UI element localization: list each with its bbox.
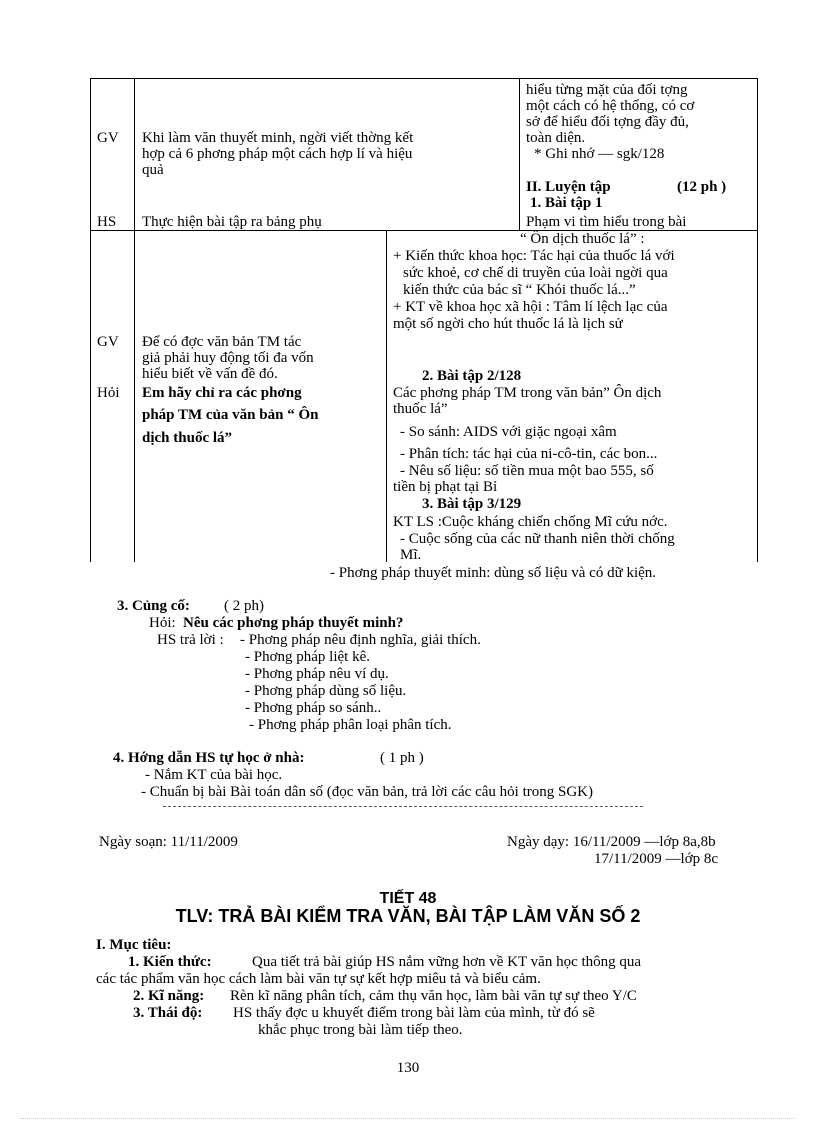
- cung-co-answer-5: - Phơng pháp so sánh..: [245, 700, 382, 716]
- row2-role-gv: GV: [97, 334, 119, 350]
- row2-question-line-1: Em hãy chỉ ra các phơng: [142, 385, 302, 401]
- cung-co-time: ( 2 ph): [224, 598, 264, 614]
- kien-thuc-text-2: các tác phẩm văn học cách làm bài văn tự sự kết hợp miêu tả và biểu cảm.: [96, 971, 541, 987]
- cung-co-hoi-label: Hỏi:: [149, 615, 176, 631]
- ex3-line-2: - Cuộc sống của các nữ thanh niên thời chống: [400, 531, 675, 547]
- cung-co-answer-2: - Phơng pháp liệt kê.: [245, 649, 370, 665]
- ex2-line-5: - Nêu số liệu: số tiền mua một bao 555, số: [400, 463, 654, 479]
- table-top-border: [90, 78, 758, 79]
- row1-hs-text: Thực hiện bài tập ra bảng phụ: [142, 214, 322, 230]
- cung-co-answer-3: - Phơng pháp nêu ví dụ.: [245, 666, 389, 682]
- row2-right-line-4: kiến thức của bác sĩ “ Khói thuốc lá...”: [403, 282, 636, 298]
- section-title-luyen-tap: II. Luyện tập: [526, 179, 611, 195]
- thai-do-label: 3. Thái độ:: [133, 1005, 203, 1021]
- ex1-title: 1. Bài tập 1: [530, 195, 603, 211]
- muc-tieu-heading: I. Mục tiêu:: [96, 937, 172, 953]
- row2-question-line-2: pháp TM của văn bản “ Ôn: [142, 407, 319, 423]
- thai-do-text: HS thấy đợc u khuyết điểm trong bài làm của mình, từ đó sẽ: [233, 1005, 595, 1021]
- ex3-line-3: Mĩ.: [400, 547, 422, 563]
- row2-gv-line-1: Để có đợc văn bản TM tác: [142, 334, 302, 350]
- ki-nang-text: Rèn kĩ năng phân tích, cảm thụ văn học, làm bài văn tự sự theo Y/C: [230, 988, 637, 1004]
- cung-co-hs-label: HS trả lời :: [157, 632, 224, 648]
- ngay-day-2: 17/11/2009 —lớp 8c: [594, 851, 719, 867]
- table-row-separator: [90, 230, 758, 231]
- row2-right-line-5: + KT về khoa học xã hội : Tâm lí lệch lạc của: [393, 299, 668, 315]
- ex3-line-1: KT LS :Cuộc kháng chiến chống Mĩ cứu nớc.: [393, 514, 668, 530]
- huong-dan-heading: 4. Hớng dẫn HS tự học ở nhà:: [113, 750, 305, 766]
- row2-right-line-3: sức khoẻ, cơ chế di truyền của loài ngời qua: [403, 265, 668, 281]
- row1-right-line-1: hiểu từng mặt của đối tợng: [526, 82, 688, 98]
- ex3-title: 3. Bài tập 3/129: [422, 496, 522, 512]
- cung-co-heading: 3. Củng cố:: [117, 598, 190, 614]
- row1-right-line-5: * Ghi nhớ — sgk/128: [534, 146, 665, 162]
- table-col-divider-1: [134, 78, 135, 562]
- thai-do-text-2: khắc phục trong bài làm tiếp theo.: [258, 1022, 463, 1038]
- row2-question-line-3: dịch thuốc lá”: [142, 430, 233, 446]
- ex2-line-2: thuốc lá”: [393, 401, 448, 417]
- cung-co-answer-1: - Phơng pháp nêu định nghĩa, giải thích.: [240, 632, 481, 648]
- page-number: 130: [396, 1060, 420, 1076]
- row2-role-hoi: Hỏi: [97, 385, 120, 401]
- table-col-divider-2b: [386, 230, 387, 562]
- huong-dan-item-2: - Chuẩn bị bài Bài toán dân số (đọc văn bản, trả lời các câu hỏi trong SGK): [141, 784, 593, 800]
- row1-right-line-4: toàn diện.: [526, 130, 586, 146]
- ex2-line-1: Các phơng pháp TM trong văn bản” Ôn dịch: [393, 385, 662, 401]
- lesson-title: TIẾT 48: [379, 890, 437, 907]
- after-table-line: - Phơng pháp thuyết minh: dùng số liệu và có dữ kiện.: [330, 565, 657, 581]
- ki-nang-label: 2. Kĩ năng:: [133, 988, 205, 1004]
- row1-right-line-3: sở để hiểu đối tợng đầy đủ,: [526, 114, 689, 130]
- row1-role-gv: GV: [97, 130, 119, 146]
- ex2-title: 2. Bài tập 2/128: [422, 368, 522, 384]
- huong-dan-item-1: - Nắm KT của bài học.: [145, 767, 283, 783]
- ex1-text: Phạm vi tìm hiểu trong bài: [526, 214, 687, 230]
- row2-gv-line-3: hiểu biết về vấn đề đó.: [142, 366, 278, 382]
- section-time: (12 ph ): [677, 179, 727, 195]
- cung-co-answer-4: - Phơng pháp dùng số liệu.: [245, 683, 407, 699]
- ngay-day-1: Ngày dạy: 16/11/2009 —lớp 8a,8b: [507, 834, 716, 850]
- ex2-line-3: - So sánh: AIDS với giặc ngoại xâm: [400, 424, 617, 440]
- kien-thuc-label: 1. Kiến thức:: [128, 954, 212, 970]
- cung-co-answer-6: - Phơng pháp phân loại phân tích.: [249, 717, 452, 733]
- row1-gv-line-1: Khi làm văn thuyết minh, ngời viết thờng kết: [142, 130, 414, 146]
- row2-gv-line-2: giả phải huy động tối đa vốn: [142, 350, 314, 366]
- ex2-line-6: tiền bị phạt tại Bỉ: [393, 479, 498, 495]
- footer-rule: [20, 1118, 796, 1119]
- row2-right-line-1: “ Ôn dịch thuốc lá” :: [520, 231, 645, 247]
- row1-role-hs: HS: [97, 214, 117, 230]
- ngay-soan: Ngày soạn: 11/11/2009: [99, 834, 238, 850]
- ex2-line-4: - Phân tích: tác hại của ni-cô-tin, các bon...: [400, 446, 658, 462]
- table-right-border: [757, 78, 758, 562]
- cung-co-hoi-text: Nêu các phơng pháp thuyết minh?: [183, 615, 404, 631]
- separator-dashes: [163, 806, 643, 807]
- huong-dan-time: ( 1 ph ): [380, 750, 424, 766]
- row2-right-line-6: một số ngời cho hút thuốc lá là lịch sử: [393, 316, 623, 332]
- row1-gv-line-2: hợp cả 6 phơng pháp một cách hợp lí và hiệu: [142, 146, 413, 162]
- table-col-divider-2: [519, 78, 520, 230]
- row1-right-line-2: một cách có hệ thống, có cơ: [526, 98, 695, 114]
- table-left-border: [90, 78, 91, 562]
- row2-right-line-2: + Kiến thức khoa học: Tác hại của thuốc lá với: [393, 248, 675, 264]
- kien-thuc-text: Qua tiết trả bài giúp HS nắm vững hơn về KT văn học thông qua: [252, 954, 642, 970]
- row1-gv-line-3: quả: [142, 162, 164, 178]
- lesson-subtitle: TLV: TRẢ BÀI KIỂM TRA VĂN, BÀI TẬP LÀM VĂN SỐ 2: [175, 906, 641, 926]
